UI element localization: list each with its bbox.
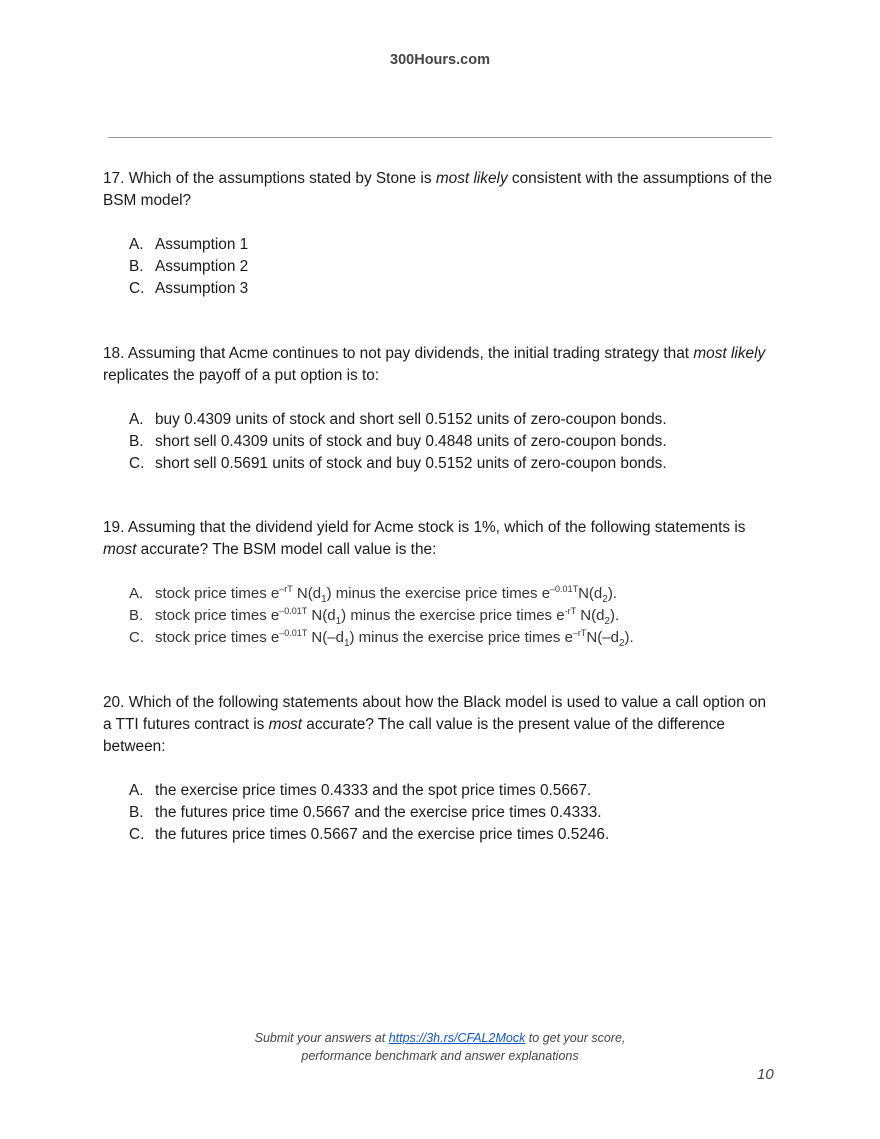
option-letter: B. (129, 258, 144, 275)
option-text: buy 0.4309 units of stock and short sell 0.5152 units of zero-coupon bonds. (155, 411, 667, 428)
formula-text: N(–d (307, 629, 344, 646)
option-letter: A. (129, 411, 144, 428)
subscript: 1 (335, 616, 342, 627)
exponent: –0.01T (550, 584, 579, 594)
site-header: 300Hours.com (390, 52, 490, 68)
option-letter: A. (129, 782, 144, 799)
formula-text: ) minus the exercise price times e (349, 629, 573, 646)
subscript: 2 (604, 616, 610, 627)
question-17 (103, 168, 778, 300)
option-letter: C. (129, 455, 145, 472)
option-text: short sell 0.5691 units of stock and buy 0.5152 units of zero-coupon bonds. (155, 455, 667, 472)
formula-text: N(d (578, 585, 603, 602)
question-20-options (103, 780, 778, 846)
option-letter: C. (129, 826, 145, 843)
option-text: Assumption 1 (155, 236, 249, 253)
stem-text: Assuming that Acme continues to not pay dividends, the initial trading strategy that (127, 345, 694, 362)
mock-exam-link[interactable]: https://3h.rs/CFAL2Mock (388, 1031, 526, 1045)
option-c[interactable] (103, 278, 778, 300)
subscript: 2 (618, 638, 625, 649)
option-letter: A. (129, 236, 144, 253)
question-20 (103, 692, 778, 846)
subscript: 1 (321, 594, 327, 605)
formula-text: ). (607, 585, 617, 602)
option-b[interactable] (103, 431, 778, 453)
stem-text: Which of the assumptions stated by Stone is (128, 170, 436, 187)
option-letter: C. (129, 629, 144, 646)
page-number: 10 (757, 1066, 774, 1083)
formula-text: stock price times e (155, 629, 280, 646)
option-a[interactable] (103, 409, 778, 431)
formula-text: N(–d (586, 629, 619, 646)
exponent: -rT (564, 606, 577, 616)
subscript: 2 (602, 594, 608, 605)
formula-text: N(d (576, 607, 605, 624)
option-a[interactable] (103, 583, 778, 605)
stem-emphasis: most likely (435, 170, 508, 187)
stem-text: accurate? The call value is the present value of the difference between: (103, 716, 725, 755)
question-19 (103, 517, 778, 649)
option-letter: B. (129, 607, 144, 624)
question-number: 19. (103, 519, 125, 536)
stem-text: accurate? The BSM model call value is the: (136, 541, 437, 558)
option-letter: B. (129, 433, 144, 450)
option-text: short sell 0.4309 units of stock and buy 0.4848 units of zero-coupon bonds. (155, 433, 667, 450)
question-20-stem (103, 692, 778, 758)
stem-emphasis: most (268, 716, 303, 733)
question-18-options (103, 409, 778, 475)
option-letter: B. (129, 804, 144, 821)
question-number: 17. (103, 170, 125, 187)
question-19-stem (103, 517, 778, 561)
footer (0, 1029, 880, 1065)
stem-emphasis: most likely (693, 345, 766, 362)
option-text: Assumption 3 (155, 280, 249, 297)
footer-line-2: performance benchmark and answer explanations (301, 1049, 579, 1063)
question-number: 18. (103, 345, 125, 362)
formula-text: N(d (292, 585, 322, 602)
option-b[interactable] (103, 256, 778, 278)
stem-text: Assuming that the dividend yield for Acme stock is 1%, which of the following statements is (127, 519, 746, 536)
formula-text: ) minus the exercise price times e (326, 585, 551, 602)
option-c[interactable] (103, 627, 778, 649)
option-c[interactable] (103, 453, 778, 475)
formula-text: stock price times e (155, 607, 280, 624)
option-text: the futures price times 0.5667 and the exercise price times 0.5246. (155, 826, 610, 843)
option-letter: C. (129, 280, 145, 297)
stem-emphasis: most (103, 541, 137, 558)
header-divider (108, 137, 772, 138)
option-a[interactable] (103, 780, 778, 802)
stem-text: Which of the following statements about how the Black model is used to value a call option on a TTI futures contract is (103, 694, 767, 733)
option-c[interactable] (103, 824, 778, 846)
question-17-options (103, 234, 778, 300)
stem-text: replicates the payoff of a put option is to: (103, 367, 380, 384)
question-18 (103, 343, 778, 475)
stem-text: consistent with the assumptions of the BSM model? (103, 170, 773, 209)
exponent: –rT (572, 628, 587, 638)
footer-line-1 (0, 1029, 880, 1047)
option-b[interactable] (103, 605, 778, 627)
exponent: –rT (279, 584, 293, 594)
question-19-options (103, 583, 778, 649)
subscript: 1 (343, 638, 350, 649)
option-a[interactable] (103, 234, 778, 256)
formula-text: ) minus the exercise price times e (341, 607, 565, 624)
formula-text: ). (609, 607, 620, 624)
formula-text: stock price times e (155, 585, 280, 602)
option-b[interactable] (103, 802, 778, 824)
question-17-stem (103, 168, 778, 212)
option-text: the exercise price times 0.4333 and the spot price times 0.5667. (155, 782, 592, 799)
footer-text: to get your score, (525, 1031, 626, 1045)
formula-text: N(d (307, 607, 336, 624)
footer-text: Submit your answers at (254, 1031, 389, 1045)
option-letter: A. (129, 585, 144, 602)
question-18-stem (103, 343, 778, 387)
question-number: 20. (103, 694, 125, 711)
formula-text: ). (624, 629, 634, 646)
exponent: –0.01T (279, 628, 308, 638)
exponent: –0.01T (279, 606, 308, 616)
option-text: the futures price time 0.5667 and the exercise price times 0.4333. (155, 804, 602, 821)
option-text: Assumption 2 (155, 258, 249, 275)
